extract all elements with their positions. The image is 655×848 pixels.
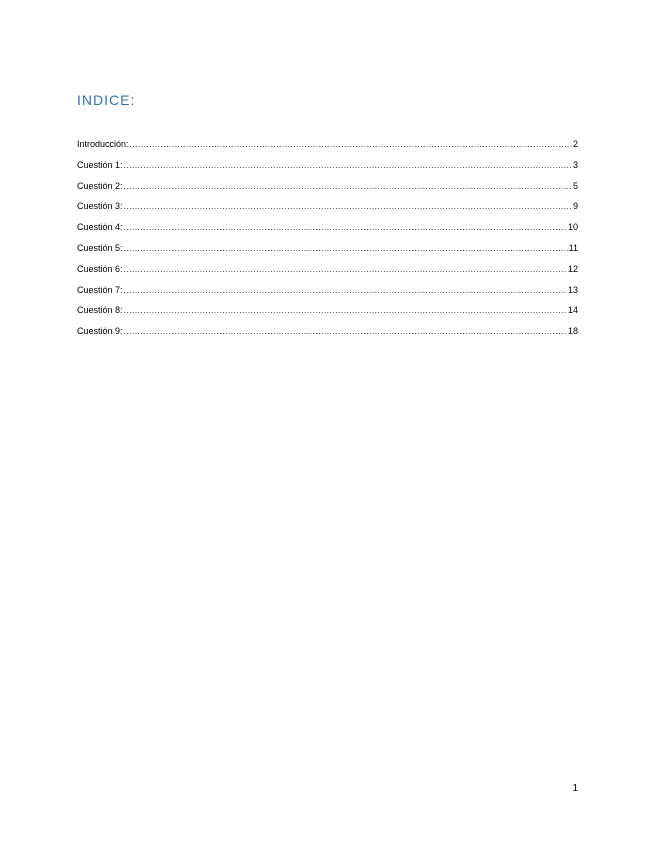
- toc-entry-title: Cuestión 2:: [77, 180, 123, 191]
- toc-entry-page: 13: [567, 284, 578, 295]
- toc-entry-page: 12: [567, 263, 578, 274]
- footer-page-number: 1: [572, 783, 578, 794]
- toc-entry-page: 14: [567, 305, 578, 316]
- toc-entry-cuestion-8[interactable]: [77, 303, 578, 324]
- toc-entry-title: Cuestión 9:: [77, 326, 123, 337]
- toc-entry-title: Introducción:: [77, 139, 129, 149]
- toc-entry-cuestion-2[interactable]: [77, 179, 578, 200]
- toc-entry-page: 9: [572, 201, 578, 212]
- toc-entry-title: Cuestión 1:: [77, 159, 123, 170]
- toc-entry-cuestion-5[interactable]: [77, 241, 578, 262]
- toc-dot-leader: [124, 180, 572, 194]
- toc-dot-leader: [124, 159, 572, 173]
- toc-heading: INDICE:: [77, 92, 136, 108]
- table-of-contents: [77, 137, 578, 345]
- toc-entry-cuestion-4[interactable]: [77, 220, 578, 241]
- toc-dot-leader: [124, 221, 567, 235]
- toc-dot-leader: [124, 304, 567, 318]
- toc-entry-cuestion-7[interactable]: [77, 283, 578, 304]
- toc-entry-cuestion-9[interactable]: [77, 324, 578, 345]
- toc-dot-leader: [130, 138, 572, 152]
- toc-entry-cuestion-3[interactable]: [77, 199, 578, 220]
- toc-entry-title: Cuestión 4:: [77, 222, 123, 233]
- toc-entry-page: 2: [572, 139, 578, 149]
- toc-dot-leader: [124, 263, 567, 277]
- toc-entry-page: 18: [567, 326, 578, 337]
- toc-entry-page: 5: [572, 180, 578, 191]
- toc-entry-page: 11: [568, 242, 578, 253]
- toc-entry-page: 3: [572, 159, 578, 170]
- toc-entry-title: Cuestión 8:: [77, 305, 123, 316]
- toc-entry-title: Cuestión 5:: [77, 242, 123, 253]
- toc-entry-page: 10: [567, 222, 578, 233]
- toc-entry-title: Cuestión 7:: [77, 284, 123, 295]
- toc-entry-title: Cuestión 3:: [77, 201, 123, 212]
- toc-dot-leader: [124, 200, 572, 214]
- toc-entry-cuestion-1[interactable]: [77, 158, 578, 179]
- toc-dot-leader: [124, 284, 567, 298]
- toc-entry-introduccion[interactable]: [77, 137, 578, 158]
- toc-entry-cuestion-6[interactable]: [77, 262, 578, 283]
- toc-dot-leader: [124, 242, 568, 256]
- toc-dot-leader: [124, 325, 567, 339]
- toc-entry-title: Cuestión 6:: [77, 263, 123, 274]
